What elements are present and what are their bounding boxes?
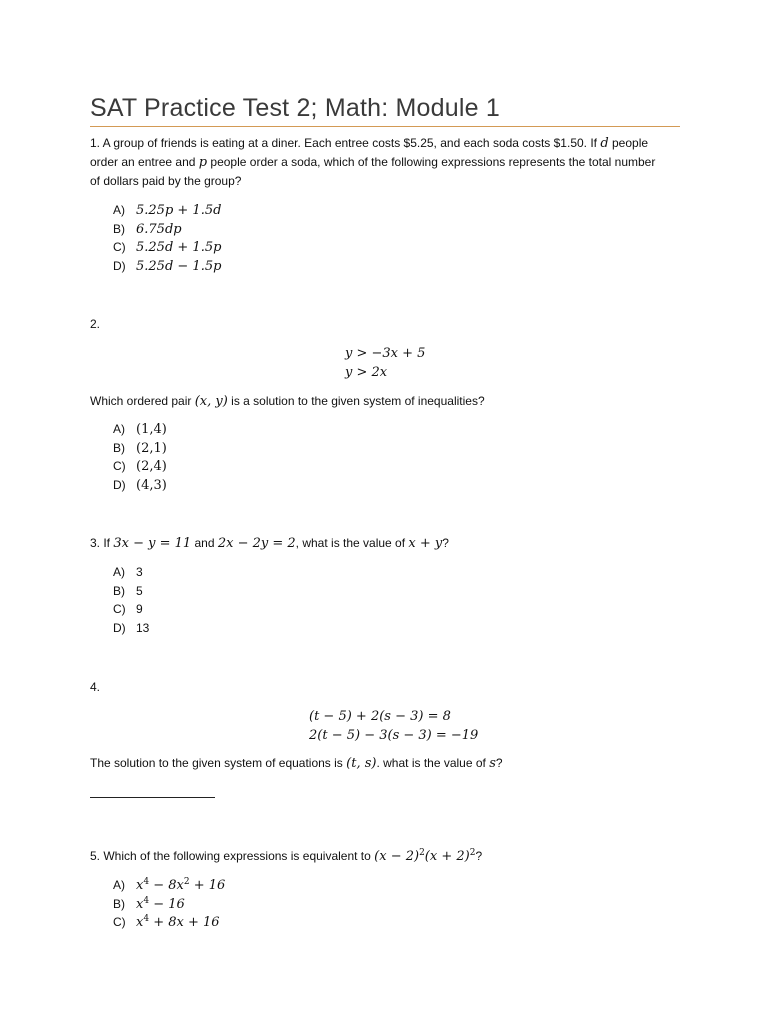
q1-choice-b[interactable]: B) 6.75dp (113, 221, 182, 237)
q2-choice-b[interactable]: B) (2,1) (113, 440, 167, 456)
q5-choice-a[interactable]: A) $x^4 - 8x^2 + 16$ (113, 877, 226, 893)
question-2-number: 2. (90, 317, 101, 331)
q1-line3-text: of dollars paid by the group? (90, 174, 242, 188)
q2-choice-c[interactable]: C) (2,4) (113, 459, 167, 474)
question-4-number: 4. (90, 680, 101, 694)
q4-equation-2: 2(t − 5) − 3(s − 3) = −19 (309, 728, 479, 743)
q2-ordered-pair: (x, y) (194, 394, 228, 409)
q2-choice-d[interactable]: D) (4,3) (113, 477, 167, 493)
q4-var-s: s (489, 756, 496, 771)
q1-choice-a[interactable]: A) 5.25p + 1.5d (113, 203, 222, 218)
q1-line1-text: 1. A group of friends is eating at a diner. Each entree costs $5.25, and each soda costs $1.50. If (90, 136, 601, 150)
q1-var-d: d (600, 136, 609, 151)
q3-choice-a[interactable]: A) 3 (113, 565, 143, 579)
question-1-text (90, 134, 690, 191)
q3-choices (113, 563, 149, 637)
q5-choices (113, 873, 225, 929)
q3-choice-d[interactable]: D) 13 (113, 620, 150, 635)
q1-line2-end: people order a soda, which of the following expressions represents the total number (207, 155, 656, 169)
q5-factor-b: (x + 2) (424, 849, 470, 864)
q5-choice-b[interactable]: B) $x^4 - 16$ (113, 895, 185, 912)
q1-line1-end: people (608, 136, 649, 150)
q1-choices (113, 201, 221, 275)
q1-choice-c[interactable]: C) 5.25d + 1.5p (113, 240, 222, 255)
q2-inequality-2: y > 2x (345, 365, 388, 380)
title-divider (90, 126, 680, 127)
page-title: SAT Practice Test 2; Math: Module 1 (90, 94, 500, 122)
question-3-text: 3. If 3x − y = 11 and 2x − 2y = 2, what is the value of x + y? (90, 536, 449, 551)
q5-factor-a: (x − 2) (374, 849, 420, 864)
q4-answer-blank[interactable] (90, 797, 215, 798)
q2-choice-a[interactable]: A) (1,4) (113, 422, 167, 437)
q4-equation-1: (t − 5) + 2(s − 3) = 8 (309, 709, 451, 724)
q1-var-p: p (198, 155, 208, 170)
q3-choice-c[interactable]: C) 9 (113, 602, 143, 616)
q3-target-expression: x + y (408, 536, 443, 551)
q2-choices (113, 420, 167, 494)
q1-line2-text: order an entree and (90, 155, 199, 169)
q3-choice-b[interactable]: B) 5 (113, 583, 143, 598)
q1-choice-d[interactable]: D) 5.25d − 1.5p (113, 258, 222, 274)
question-2-text: Which ordered pair (x, y) is a solution to the given system of inequalities? (90, 394, 485, 409)
question-5-text: 5. Which of the following expressions is equivalent to $(x - 2)^2(x + 2)^2$? (90, 848, 483, 864)
question-4-text: The solution to the given system of equations is (t, s). what is the value of s? (90, 756, 503, 771)
q2-inequality-1: y > −3x + 5 (345, 346, 426, 361)
q5-choice-c[interactable]: C) $x^4 + 8x + 16$ (113, 914, 220, 930)
q3-equation-2: 2x − 2y = 2 (217, 536, 296, 551)
q4-solution-pair: (t, s) (346, 756, 377, 771)
q3-equation-1: 3x − y = 11 (113, 536, 192, 551)
